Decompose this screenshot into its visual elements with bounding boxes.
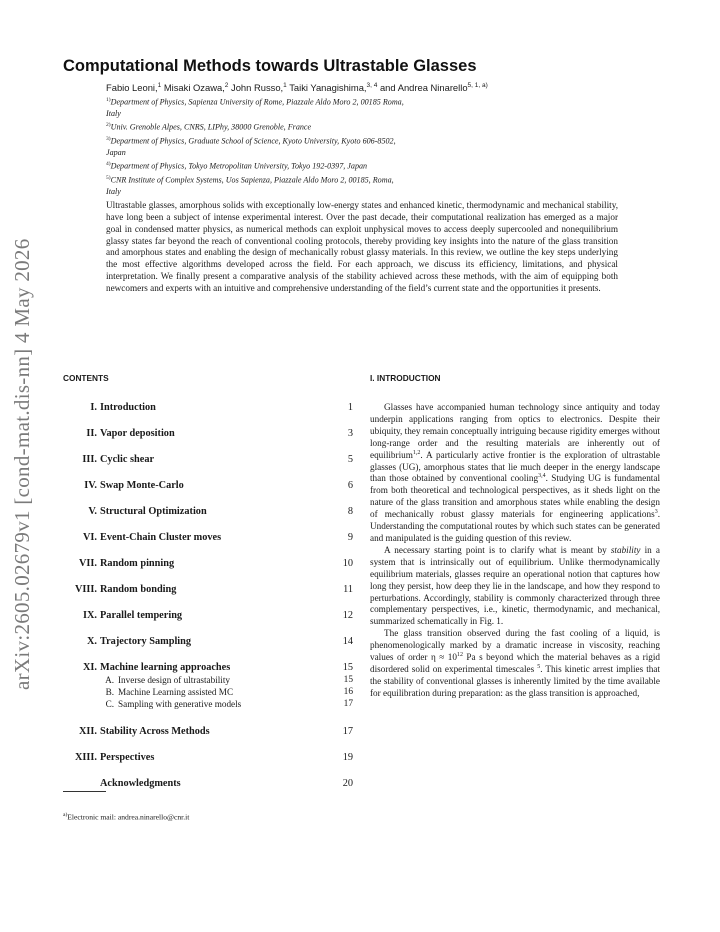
toc-title: Parallel tempering [100, 610, 183, 621]
toc-number: XII. [78, 726, 97, 737]
toc-number: XI. [82, 662, 97, 673]
toc-title: Cyclic shear [100, 454, 155, 465]
toc-number: VII. [78, 558, 97, 569]
author: Misaki Ozawa, [163, 82, 225, 94]
paper-title: Computational Methods towards Ultrastable Glasses [63, 57, 477, 75]
footnote-rule [63, 791, 106, 792]
toc-entry[interactable] [63, 636, 353, 650]
toc-entry[interactable] [63, 584, 353, 598]
author: Taiki Yanagishima, [289, 82, 367, 94]
toc-title: Random bonding [100, 584, 177, 595]
toc-number: III. [82, 454, 97, 465]
section-heading: I. INTRODUCTION [370, 373, 441, 383]
toc-entry[interactable] [63, 454, 353, 468]
affiliation-continuation: Japan [106, 148, 126, 158]
toc-entry[interactable] [63, 428, 353, 442]
toc-number: VIII. [74, 584, 97, 595]
toc-page: 20 [342, 778, 353, 789]
author-affil-mark: 3, 4 [366, 82, 378, 89]
toc-title: Structural Optimization [100, 506, 207, 517]
toc-number: I. [90, 402, 97, 413]
paragraph: Glasses have accompanied human technology since antiquity and today underpin applications ranging from optics to electronics. Despite their ubiquity, they remain conceptually intriguing because rigidity emerges without long-range order and the resulting materials are inherently out of equilibrium$^{1,2}$. A particularly active frontier is the exploration of ultrastable glasses (UG), amorphous states that lie much deeper in the energy landscape than those obtained by conventional cooling$^{3,4}$. Studying UG is fundamental from both theoretical and technological perspectives, as it sheds light on the nature of the glass transition and amorphous states while enabling the design of mechanically robust glassy materials for engineering applications$^3$. Understanding the computational routes by which such states can be generated and manipulated is the guiding question of this review. [370, 402, 660, 543]
affiliation-continuation: Italy [106, 187, 121, 197]
toc-page: 6 [347, 480, 353, 491]
toc-entry[interactable] [63, 662, 353, 676]
toc-sub-letter: A. [105, 675, 114, 685]
toc-page: 5 [347, 454, 353, 465]
toc-number: II. [86, 428, 97, 439]
affiliation: $^{3)}$Department of Physics, Graduate School of Science, Kyoto University, Kyoto 606-8502, [106, 135, 396, 146]
citation-link[interactable]: 1,2 [412, 449, 421, 456]
abstract: Ultrastable glasses, amorphous solids with exceptionally low-energy states and enhanced kinetic, thermodynamic and mechanical stability, have long been a subject of intense experimental interest. Over the past decade, their computational realization has emerged as a major goal in condensed matter physics, as numerical methods can exploit unphysical moves to access deeply supercooled and nonequilibrium glassy states far beyond the reach of conventional cooling protocols, thereby providing key insights into the nature of the glass transition and amorphous states and enabling the design of mechanically robust glassy materials. In this review, we outline the key steps underlying the most effective algorithms developed across the field. For each approach, we discuss its efficiency, limitations, and physical interpretation. We finally present a comparative analysis of the stability achieved across these methods, with the aim of equipping both newcomers and experts with an intuitive and comprehensive understanding of the field’s current state and the opportunities it presents. [106, 200, 618, 293]
toc-title: Stability Across Methods [100, 726, 210, 737]
affiliation: $^{4)}$Department of Physics, Tokyo Metropolitan University, Tokyo 192-0397, Japan [106, 161, 368, 171]
toc-page: 14 [342, 636, 353, 647]
footnote-text: Electronic mail: andrea.ninarello@cnr.it [67, 812, 190, 822]
toc-page: 11 [343, 584, 353, 595]
toc-page: 10 [342, 558, 353, 569]
author: and Andrea Ninarello [379, 82, 468, 94]
paragraph: A necessary starting point is to clarify what is meant by stability in a system that is intrinsically out of equilibrium. Unlike thermodynamically equilibrium materials, glasses require an operational notion that captures how long they persist, how deep they lie in the landscape, and how they respond to perturbations. Accordingly, stability is commonly characterized through three complementary perspectives, i.e., kinetic, thermodynamic, and mechanical, summarized schematically in Fig. 1. [370, 544, 661, 627]
citation-link[interactable]: 5 [537, 663, 541, 670]
toc-title: Machine learning approaches [100, 662, 231, 673]
toc-entry[interactable] [63, 402, 353, 416]
toc-page: 3 [347, 428, 353, 439]
toc-page: 12 [342, 610, 353, 621]
toc-title: Vapor deposition [100, 428, 175, 439]
author: Fabio Leoni, [106, 82, 158, 94]
toc-number: V. [88, 506, 97, 517]
toc-page: 9 [347, 532, 353, 543]
toc-title: Perspectives [100, 752, 155, 763]
toc-page: 17 [342, 726, 353, 737]
affiliation: $^{5)}$CNR Institute of Complex Systems, Uos Sapienza, Piazzale Aldo Moro 2, 00185, Roma, [106, 174, 394, 185]
affiliation: $^{1)}$Department of Physics, Sapienza University of Rome, Piazzale Aldo Moro 2, 00185 Roma, [106, 97, 404, 107]
affiliation: $^{2)}$Univ. Grenoble Alpes, CNRS, LIPhy, 38000 Grenoble, France [106, 122, 312, 132]
author-affil-mark: 1 [283, 82, 287, 89]
toc-sub-title: Inverse design of ultrastability [118, 675, 231, 685]
toc-title: Trajectory Sampling [100, 636, 192, 647]
author: John Russo, [231, 82, 284, 94]
footnote [63, 812, 189, 822]
affiliation-continuation: Italy [106, 109, 121, 119]
toc-title: Swap Monte-Carlo [100, 480, 184, 491]
author-affil-mark: 5, 1, a) [467, 82, 488, 89]
toc-page: 17 [343, 699, 353, 709]
toc-page: 16 [343, 687, 353, 697]
toc-number: IX. [82, 610, 97, 621]
toc-title: Random pinning [100, 558, 175, 569]
introduction-body [370, 402, 660, 700]
toc-sub-title: Machine Learning assisted MC [118, 687, 234, 697]
toc-title: Event-Chain Cluster moves [100, 532, 222, 543]
toc-entry[interactable] [63, 532, 353, 546]
toc-entry[interactable] [63, 558, 353, 572]
paragraph: The glass transition observed during the fast cooling of a liquid, is phenomenologically marked by a dramatic increase in viscosity, reaching values of order $\eta \approx 10^{12}$ Pa s beyond which the material behaves as a rigid disordered solid on experimental timescales $^5$. This kinetic arrest implies that the stability of conventional glasses is inherently limited by the time available for equilibration during preparation: as the glass transition is approached, [370, 628, 661, 698]
toc-number: VI. [82, 532, 97, 543]
toc-page: 19 [342, 752, 353, 763]
toc-page: 15 [343, 675, 353, 685]
toc-page: 15 [342, 662, 353, 673]
toc-entry[interactable] [63, 726, 353, 740]
toc-sub-letter: C. [105, 699, 114, 709]
author-affil-mark: 2 [224, 82, 229, 89]
toc-entry[interactable] [63, 778, 353, 792]
toc-number: X. [86, 636, 97, 647]
toc-entry[interactable] [63, 506, 353, 520]
toc-page: 8 [347, 506, 353, 517]
toc-sub-title: Sampling with generative models [118, 699, 242, 709]
citation-link[interactable]: 3,4 [538, 473, 546, 480]
toc-sub-letter: B. [105, 687, 114, 697]
toc-entry[interactable] [63, 610, 353, 624]
affiliations [106, 95, 586, 198]
toc-title: Introduction [100, 402, 156, 413]
toc-number: IV. [84, 480, 97, 491]
toc-page: 1 [347, 402, 353, 413]
toc-subentry[interactable] [63, 699, 353, 713]
contents-heading: CONTENTS [63, 373, 109, 383]
citation-link[interactable]: 3 [654, 509, 658, 516]
footnote-mark: a) [63, 812, 68, 818]
toc-entry[interactable] [63, 752, 353, 766]
author-list [106, 82, 488, 93]
toc-number: XIII. [74, 752, 97, 763]
toc-title: Acknowledgments [100, 778, 181, 789]
toc-entry[interactable] [63, 480, 353, 494]
author-affil-mark: 1 [157, 82, 162, 89]
